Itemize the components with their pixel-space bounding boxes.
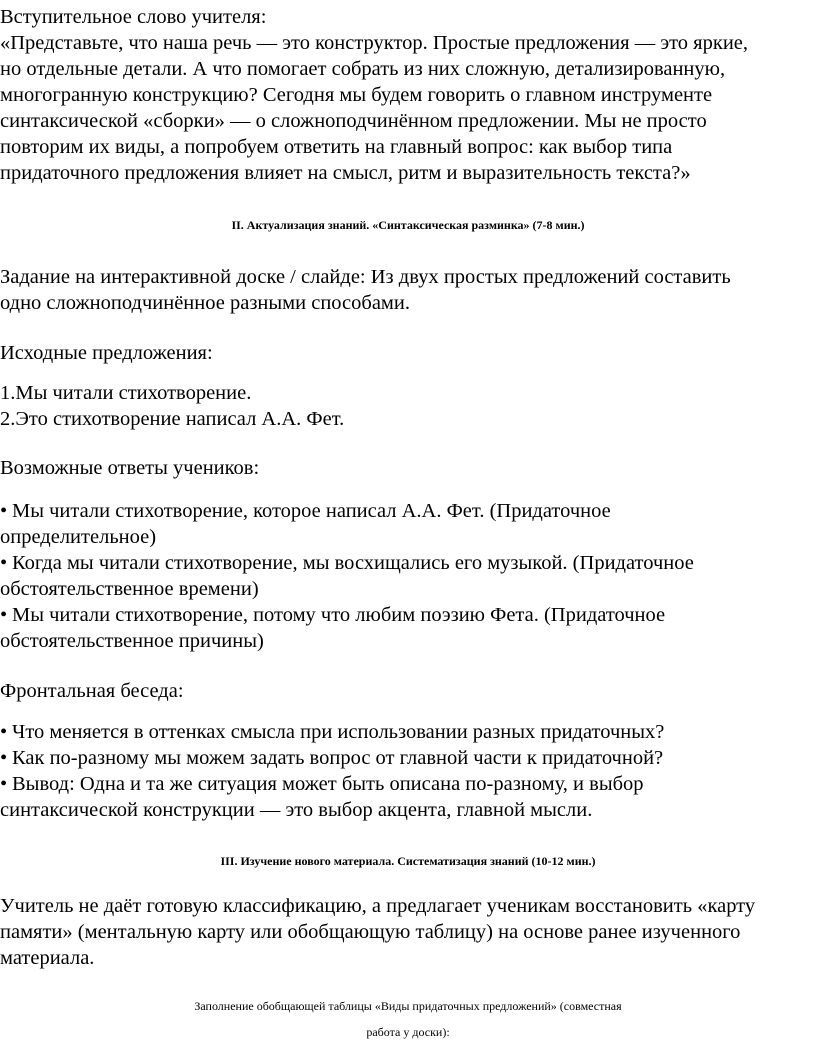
bullet-icon: •	[0, 552, 8, 574]
bullet-icon: •	[0, 747, 8, 769]
answer-text: Мы читали стихотворение, которое написал А.А. Фет. (Придаточное	[12, 500, 611, 522]
answer-cont: обстоятельственное причины)	[0, 630, 264, 652]
list-item	[0, 550, 694, 576]
list-item	[0, 602, 665, 628]
answer-cont: определительное)	[0, 526, 157, 548]
section3-line: памяти» (ментальную карту или обобщающую таблицу) на основе ранее изученного	[0, 921, 741, 943]
discussion-text: Что меняется в оттенках смысла при использовании разных придаточных?	[12, 721, 665, 743]
intro-line: придаточного предложения влияет на смысл, ритм и выразительность текста?»	[0, 162, 691, 184]
list-item	[0, 745, 663, 771]
section3-line: материала.	[0, 947, 95, 969]
table-intro-line: работа у доски):	[366, 1025, 450, 1039]
intro-title: Вступительное слово учителя:	[0, 6, 267, 28]
discussion-cont: синтаксической конструкции — это выбор акцента, главной мысли.	[0, 799, 593, 821]
section-heading-2: II. Актуализация знаний. «Синтаксическая разминка» (7-8 мин.)	[231, 218, 585, 232]
section-heading-3: III. Изучение нового материала. Систематизация знаний (10-12 мин.)	[220, 854, 596, 868]
list-item	[0, 719, 664, 745]
intro-line: «Представьте, что наша речь — это конструктор. Простые предложения — это яркие,	[0, 32, 749, 54]
discussion-text: Вывод: Одна и та же ситуация может быть описана по-разному, и выбор	[12, 773, 644, 795]
bullet-icon: •	[0, 773, 8, 795]
answer-text: Когда мы читали стихотворение, мы восхищались его музыкой. (Придаточное	[12, 552, 694, 574]
table-intro-line: Заполнение обобщающей таблицы «Виды придаточных предложений» (совместная	[194, 999, 622, 1013]
answer-text: Мы читали стихотворение, потому что любим поэзию Фета. (Придаточное	[12, 604, 666, 626]
answer-cont: обстоятельственное времени)	[0, 578, 259, 600]
intro-line: синтаксической «сборки» — о сложноподчинённом предложении. Мы не просто	[0, 110, 707, 132]
source-label: Исходные предложения:	[0, 342, 213, 364]
bullet-icon: •	[0, 604, 8, 626]
intro-line: но отдельные детали. А что помогает собрать из них сложную, детализированную,	[0, 58, 726, 80]
intro-line: повторим их виды, а попробуем ответить на главный вопрос: как выбор типа	[0, 136, 673, 158]
source-sentence: 2.Это стихотворение написал А.А. Фет.	[0, 408, 345, 430]
task-line: одно сложноподчинённое разными способами.	[0, 292, 410, 314]
list-item	[0, 498, 611, 524]
list-item	[0, 771, 644, 797]
intro-line: многогранную конструкцию? Сегодня мы будем говорить о главном инструменте	[0, 84, 713, 106]
answers-label: Возможные ответы учеников:	[0, 457, 260, 479]
discussion-text: Как по-разному мы можем задать вопрос от главной части к придаточной?	[12, 747, 664, 769]
section3-line: Учитель не даёт готовую классификацию, а предлагает ученикам восстановить «карту	[0, 895, 756, 917]
discussion-label: Фронтальная беседа:	[0, 680, 184, 702]
task-line: Задание на интерактивной доске / слайде: Из двух простых предложений составить	[0, 266, 731, 288]
source-sentence: 1.Мы читали стихотворение.	[0, 382, 252, 404]
bullet-icon: •	[0, 721, 8, 743]
bullet-icon: •	[0, 500, 8, 522]
